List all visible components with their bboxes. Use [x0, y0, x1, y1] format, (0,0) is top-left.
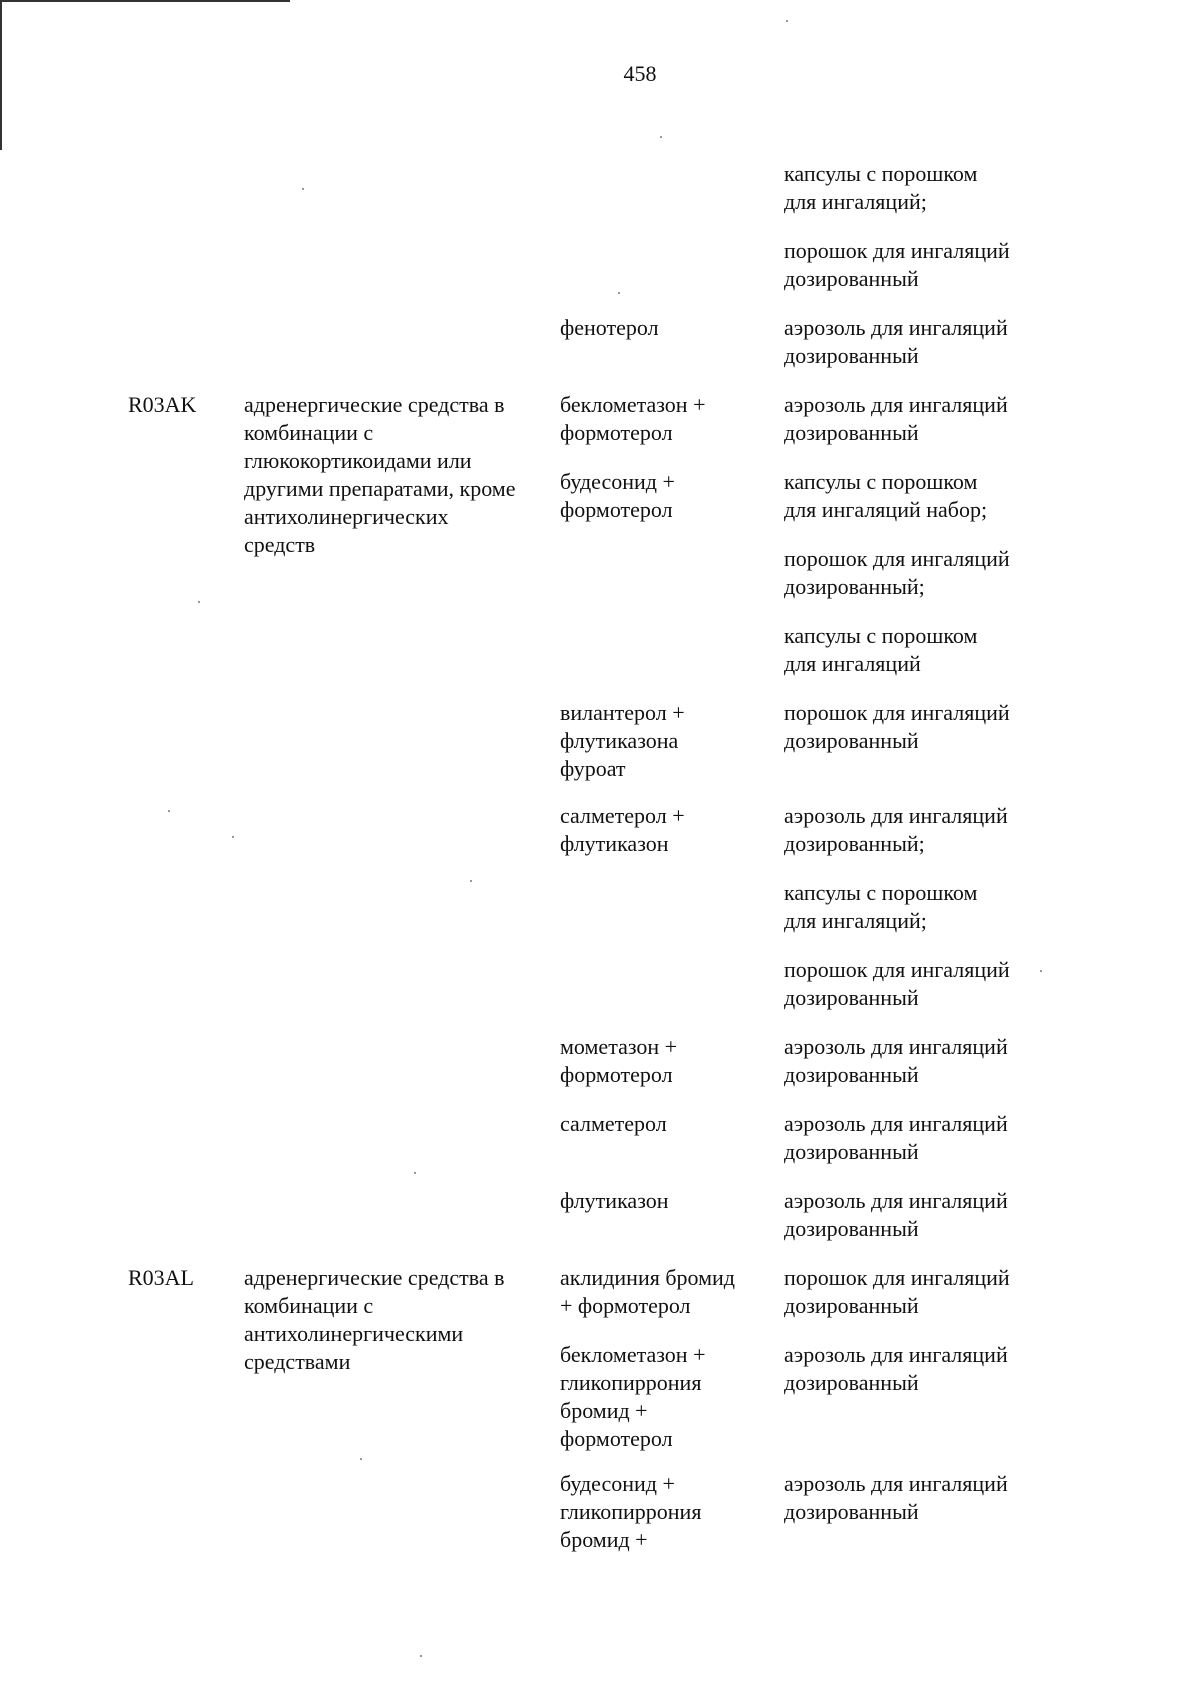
dosage-form-line: аэрозоль для ингаляций [784, 1471, 1008, 1496]
dosage-form-line: дозированный [784, 1370, 919, 1395]
atc-code: R03AK [128, 392, 197, 417]
drug-name-line: бромид + [560, 1398, 648, 1423]
scan-speck [232, 836, 234, 838]
dosage-form-line: дозированный [784, 1499, 919, 1524]
dosage-form-line: порошок для ингаляций [784, 700, 1010, 725]
pharmacological-group-line: средств [244, 532, 316, 557]
scan-speck [660, 136, 662, 138]
dosage-form-line: порошок для ингаляций [784, 1265, 1010, 1290]
pharmacological-group-line: антихолинергическими [244, 1321, 464, 1346]
pharmacological-group-line: комбинации с [244, 420, 374, 445]
dosage-form-line: аэрозоль для ингаляций [784, 1188, 1008, 1213]
drug-name-line: флутиказона [560, 728, 679, 753]
dosage-form-line: для ингаляций; [784, 908, 927, 933]
drug-name-line: фенотерол [560, 315, 659, 340]
dosage-form-line: аэрозоль для ингаляций [784, 1111, 1008, 1136]
dosage-form-line: порошок для ингаляций [784, 957, 1010, 982]
dosage-form-line: порошок для ингаляций [784, 546, 1010, 571]
drug-name-line: будесонид + [560, 1471, 675, 1496]
drug-name-line: формотерол [560, 420, 673, 445]
scan-speck [420, 1655, 422, 1657]
drug-name-line: беклометазон + [560, 392, 706, 417]
drug-name-line: аклидиния бромид [560, 1265, 736, 1290]
pharmacological-group-line: глюкокортикоидами или [244, 448, 472, 473]
dosage-form-line: дозированный; [784, 574, 925, 599]
dosage-form-line: дозированный [784, 1293, 919, 1318]
dosage-form-line: дозированный [784, 1062, 919, 1087]
scan-speck [302, 188, 304, 190]
drug-name-line: мометазон + [560, 1034, 678, 1059]
drug-name-line: вилантерол + [560, 700, 685, 725]
drug-name-line: салметерол + [560, 803, 685, 828]
pharmacological-group-line: другими препаратами, кроме [244, 476, 516, 501]
drug-name-line: салметерол [560, 1111, 667, 1136]
drug-name-line: формотерол [560, 1426, 673, 1451]
dosage-form-line: дозированный; [784, 831, 925, 856]
pharmacological-group-line: средствами [244, 1349, 351, 1374]
dosage-form-line: аэрозоль для ингаляций [784, 803, 1008, 828]
dosage-form-line: дозированный [784, 420, 919, 445]
dosage-form-line: для ингаляций; [784, 189, 927, 214]
scan-speck [168, 810, 170, 812]
dosage-form-line: дозированный [784, 728, 919, 753]
drug-name-line: бромид + [560, 1527, 648, 1552]
drug-name-line: + формотерол [560, 1293, 691, 1318]
drug-name-line: беклометазон + [560, 1342, 706, 1367]
drug-name-line: флутиказон [560, 831, 669, 856]
dosage-form-line: аэрозоль для ингаляций [784, 392, 1008, 417]
dosage-form-line: капсулы с порошком [784, 469, 978, 494]
dosage-form-line: дозированный [784, 1216, 919, 1241]
drug-name-line: формотерол [560, 1062, 673, 1087]
scan-edge-top [0, 0, 290, 2]
dosage-form-line: аэрозоль для ингаляций [784, 1342, 1008, 1367]
dosage-form-line: аэрозоль для ингаляций [784, 1034, 1008, 1059]
scan-speck [414, 1172, 416, 1174]
dosage-form-line: для ингаляций [784, 651, 921, 676]
dosage-form-line: дозированный [784, 1139, 919, 1164]
page-number: 458 [623, 61, 657, 86]
scan-speck [786, 20, 788, 22]
pharmacological-group-line: комбинации с [244, 1293, 374, 1318]
drug-name-line: гликопиррония [560, 1370, 702, 1395]
drug-name-line: будесонид + [560, 469, 675, 494]
scan-speck [1040, 970, 1042, 972]
dosage-form-line: капсулы с порошком [784, 623, 978, 648]
scan-speck [470, 880, 472, 882]
drug-name-line: флутиказон [560, 1188, 669, 1213]
dosage-form-line: дозированный [784, 266, 919, 291]
dosage-form-line: дозированный [784, 343, 919, 368]
pharmacological-group-line: адренергические средства в [244, 392, 505, 417]
pharmacological-group-line: адренергические средства в [244, 1265, 505, 1290]
scan-speck [618, 292, 620, 294]
dosage-form-line: дозированный [784, 985, 919, 1010]
scan-speck [198, 601, 200, 603]
pharmacological-group-line: антихолинергических [244, 504, 449, 529]
scan-speck [360, 1458, 362, 1460]
dosage-form-line: капсулы с порошком [784, 880, 978, 905]
drug-name-line: фуроат [560, 756, 626, 781]
dosage-form-line: аэрозоль для ингаляций [784, 315, 1008, 340]
dosage-form-line: для ингаляций набор; [784, 497, 988, 522]
drug-name-line: формотерол [560, 497, 673, 522]
drug-name-line: гликопиррония [560, 1499, 702, 1524]
dosage-form-line: капсулы с порошком [784, 161, 978, 186]
dosage-form-line: порошок для ингаляций [784, 238, 1010, 263]
atc-code: R03AL [128, 1265, 194, 1290]
